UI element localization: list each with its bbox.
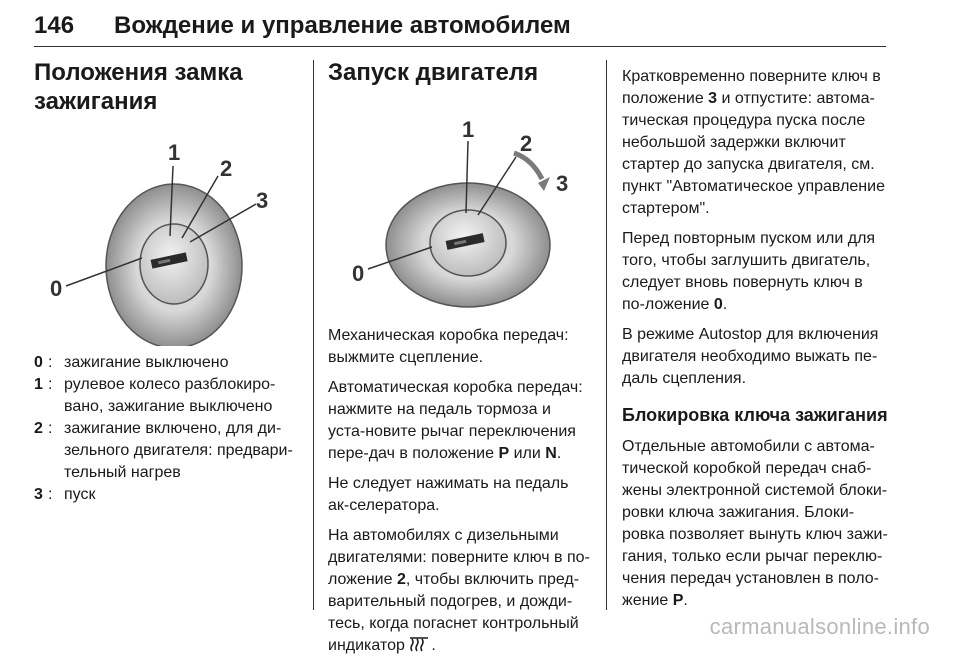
paragraph-start-key: Кратковременно поверните ключ в положение 3 и отпустите: автома-тическая процедура пуска после небольшой задержки включит стартер до запуска двигателя, см. пункт "Автоматическое управление стартером". [622,68,885,217]
legend-row: 0 : зажигание выключено [34,354,229,371]
figure-position-label: 2 [520,131,533,156]
rotation-arrow [514,153,542,179]
section-heading-ignition-positions: Положения замка зажигания [34,59,243,115]
running-title: Вождение и управление автомобилем [114,12,571,39]
paragraph-manual-gearbox: Механическая коробка передач: выжмите сцепление. [328,327,569,366]
legend-row: 3 : пуск [34,486,96,503]
column-engine-start [328,58,590,665]
paragraph-diesel: На автомобилях с дизельными двигателями: поверните ключ в по-ложение 2, чтобы включить пред-варительный подогрев, и дожди-тесь, когда погаснет контрольный индикатор . [328,527,590,654]
paragraph-key-lock: Отдельные автомобили с автома-тической коробкой передач снаб-жены электронной системой блоки-ровки ключа зажигания. Блоки-ровка позволяет вынуть ключ зажи-гания, только если рычаг переклю-чения передач установлен в поло-жение P. [622,438,888,609]
paragraph-restart: Перед повторным пуском или для того, чтобы заглушить двигатель, следует вновь повернуть ключ в по-ложение 0. [622,230,876,313]
column-ignition-positions [34,58,296,506]
column-divider-1 [313,60,314,610]
paragraph-accelerator: Не следует нажимать на педаль ак-селератора. [328,475,569,514]
paragraph-automatic-gearbox: Автоматическая коробка передач: нажмите на педаль тормоза и уста-новите рычаг переключения пере-дач в положение P или N. [328,379,583,462]
position-legend [34,352,296,506]
figure-position-label: 3 [556,171,569,196]
figure-position-label: 0 [50,276,63,301]
legend-row: 2 : зажигание включено, для ди-зельного двигателя: предвари-тельный нагрев [34,420,293,481]
column-divider-2 [606,60,607,610]
figure-position-label: 1 [168,140,181,165]
engine-start-figure [328,87,590,313]
ignition-positions-figure [34,116,296,346]
watermark: carmanualsonline.info [709,614,930,639]
page-header [34,6,886,47]
paragraph-autostop: В режиме Autostop для включения двигателя необходимо выжать пе-даль сцепления. [622,326,879,387]
section-heading-key-lock: Блокировка ключа зажигания [622,405,888,425]
figure-position-label: 1 [462,117,475,142]
section-heading-engine-start: Запуск двигателя [328,59,539,86]
legend-row: 1 : рулевое колесо разблокиро-вано, зажигание выключено [34,376,276,415]
page-number: 146 [34,12,75,39]
glow-plug-icon [409,636,431,652]
column-start-continued [622,58,888,620]
figure-position-label: 0 [352,261,365,286]
figure-position-label: 2 [220,156,233,181]
figure-position-label: 3 [256,188,269,213]
